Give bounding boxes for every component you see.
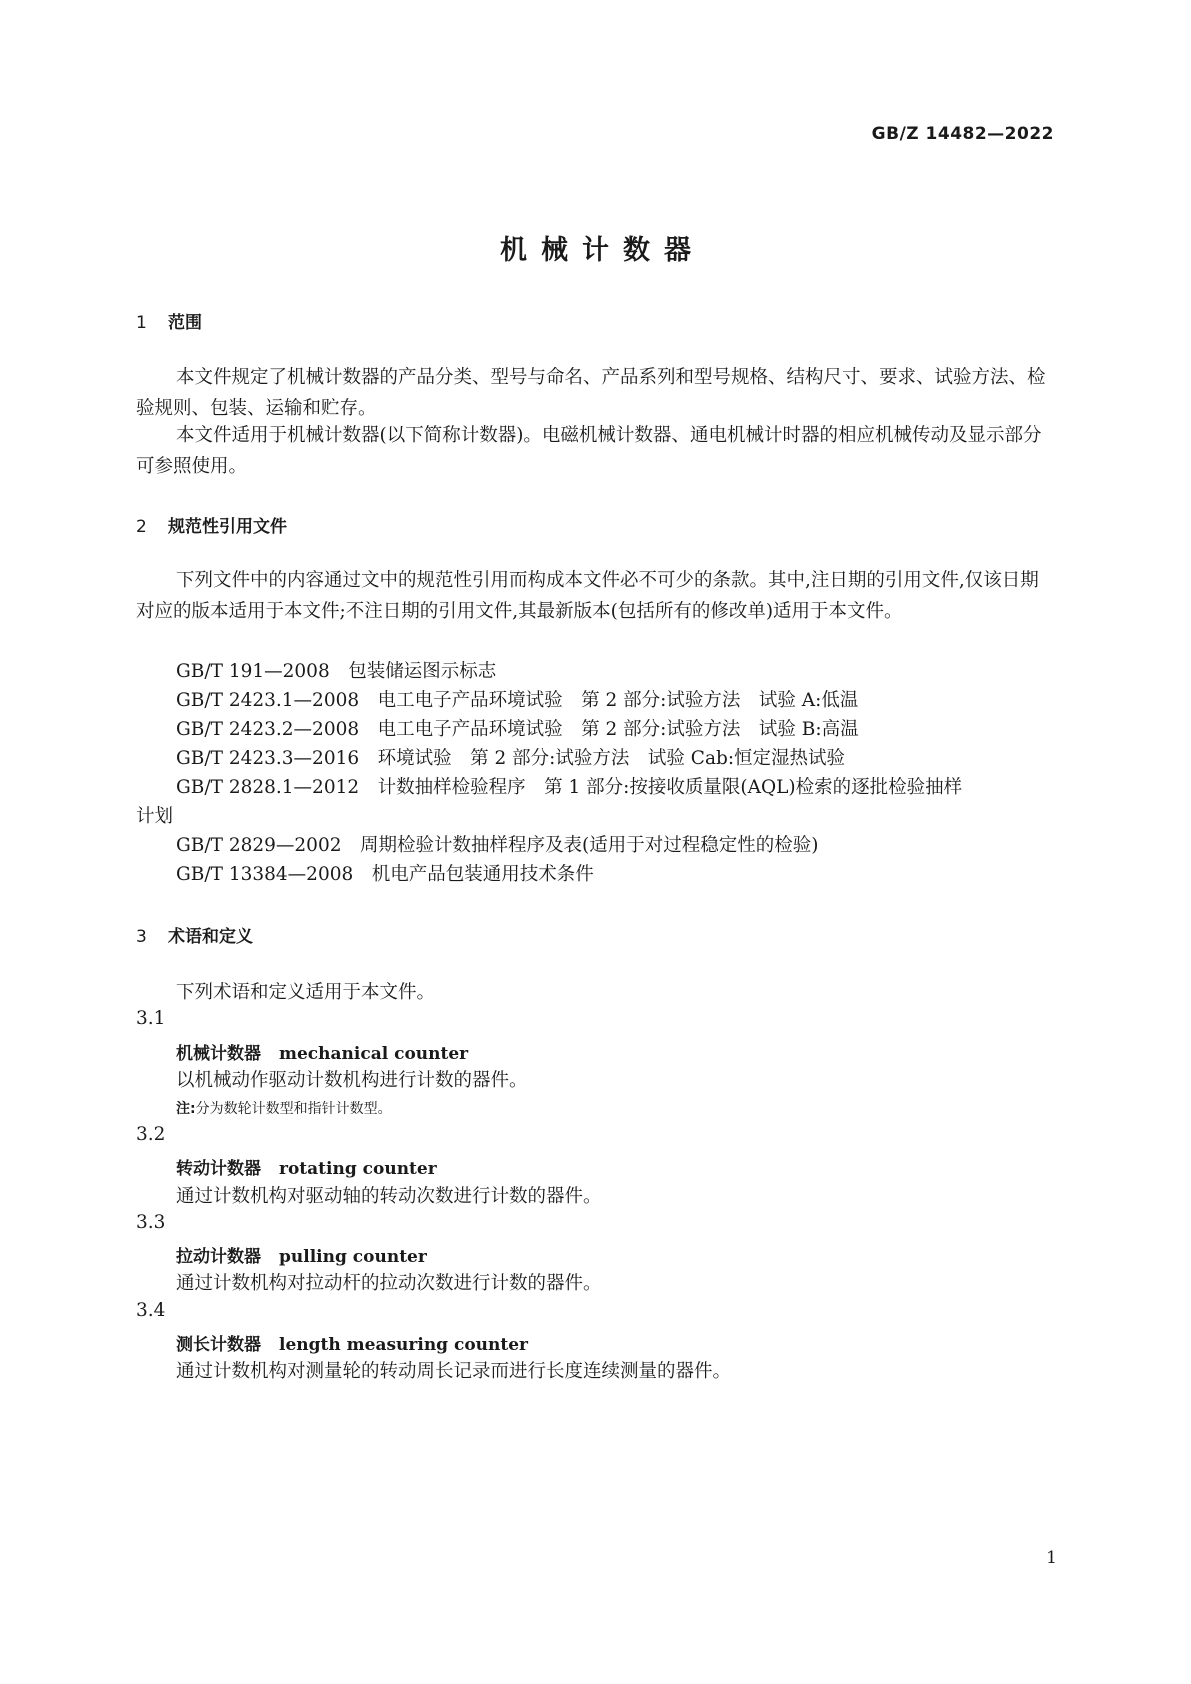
document-title: 机械计数器 <box>500 235 705 266</box>
reference-item: GB/T 2828.1—2012 计数抽样检验程序 第 1 部分:按接收质量限(AQL)检索的逐批检验抽样 <box>176 777 963 798</box>
term-zh: 测长计数器 <box>176 1335 261 1355</box>
reference-item: GB/T 2423.2—2008 电工电子产品环境试验 第 2 部分:试验方法 试验 B:高温 <box>176 719 859 740</box>
term-en: pulling counter <box>279 1247 427 1267</box>
term-number: 3.4 <box>136 1300 166 1321</box>
note-text: 分为数轮计数型和指针计数型。 <box>195 1101 392 1117</box>
standard-number: GB/Z 14482—2022 <box>871 124 1054 144</box>
page-number: 1 <box>1046 1548 1057 1568</box>
term-en: mechanical counter <box>279 1044 469 1064</box>
paragraph: 本文件规定了机械计数器的产品分类、型号与命名、产品系列和型号规格、结构尺寸、要求、试验方法、检验规则、包装、运输和贮存。 <box>136 367 1046 419</box>
reference-item: GB/T 2829—2002 周期检验计数抽样程序及表(适用于对过程稳定性的检验) <box>176 835 819 856</box>
term-number: 3.1 <box>136 1008 166 1029</box>
section-number: 2 <box>136 517 147 537</box>
term-number: 3.3 <box>136 1212 166 1233</box>
term-definition: 以机械动作驱动计数机构进行计数的器件。 <box>176 1070 528 1091</box>
term-en: length measuring counter <box>279 1335 529 1355</box>
term-zh: 机械计数器 <box>176 1044 261 1064</box>
term-note <box>176 1098 392 1118</box>
reference-item-continuation: 计划 <box>136 806 174 827</box>
section-title: 术语和定义 <box>168 927 253 947</box>
section-title: 规范性引用文件 <box>168 517 287 537</box>
reference-item: GB/T 2423.3—2016 环境试验 第 2 部分:试验方法 试验 Cab:恒定湿热试验 <box>176 748 846 769</box>
term-heading <box>176 1242 427 1267</box>
paragraph: 下列文件中的内容通过文中的规范性引用而构成本文件必不可少的条款。其中,注日期的引用文件,仅该日期对应的版本适用于本文件;不注日期的引用文件,其最新版本(包括所有的修改单)适用于本文件。 <box>136 570 1039 622</box>
term-definition: 通过计数机构对测量轮的转动周长记录而进行长度连续测量的器件。 <box>176 1361 732 1382</box>
term-number: 3.2 <box>136 1124 166 1145</box>
reference-item: GB/T 13384—2008 机电产品包装通用技术条件 <box>176 864 594 885</box>
section-title: 范围 <box>168 313 202 333</box>
term-definition: 通过计数机构对驱动轴的转动次数进行计数的器件。 <box>176 1186 602 1207</box>
term-zh: 拉动计数器 <box>176 1247 261 1267</box>
section-1-heading <box>136 308 202 333</box>
section-3-heading <box>136 922 253 947</box>
term-heading <box>176 1330 528 1355</box>
paragraph: 下列术语和定义适用于本文件。 <box>176 982 436 1003</box>
section-2-heading <box>136 512 287 537</box>
term-en: rotating counter <box>279 1159 437 1179</box>
term-definition: 通过计数机构对拉动杆的拉动次数进行计数的器件。 <box>176 1273 602 1294</box>
section-number: 3 <box>136 927 147 947</box>
reference-item: GB/T 2423.1—2008 电工电子产品环境试验 第 2 部分:试验方法 试验 A:低温 <box>176 690 859 711</box>
term-zh: 转动计数器 <box>176 1159 261 1179</box>
term-heading <box>176 1154 437 1179</box>
term-heading <box>176 1039 468 1064</box>
reference-item: GB/T 191—2008 包装储运图示标志 <box>176 661 497 682</box>
section-number: 1 <box>136 313 147 333</box>
note-label: 注: <box>176 1101 196 1117</box>
paragraph: 本文件适用于机械计数器(以下简称计数器)。电磁机械计数器、通电机械计时器的相应机械传动及显示部分可参照使用。 <box>136 425 1042 477</box>
